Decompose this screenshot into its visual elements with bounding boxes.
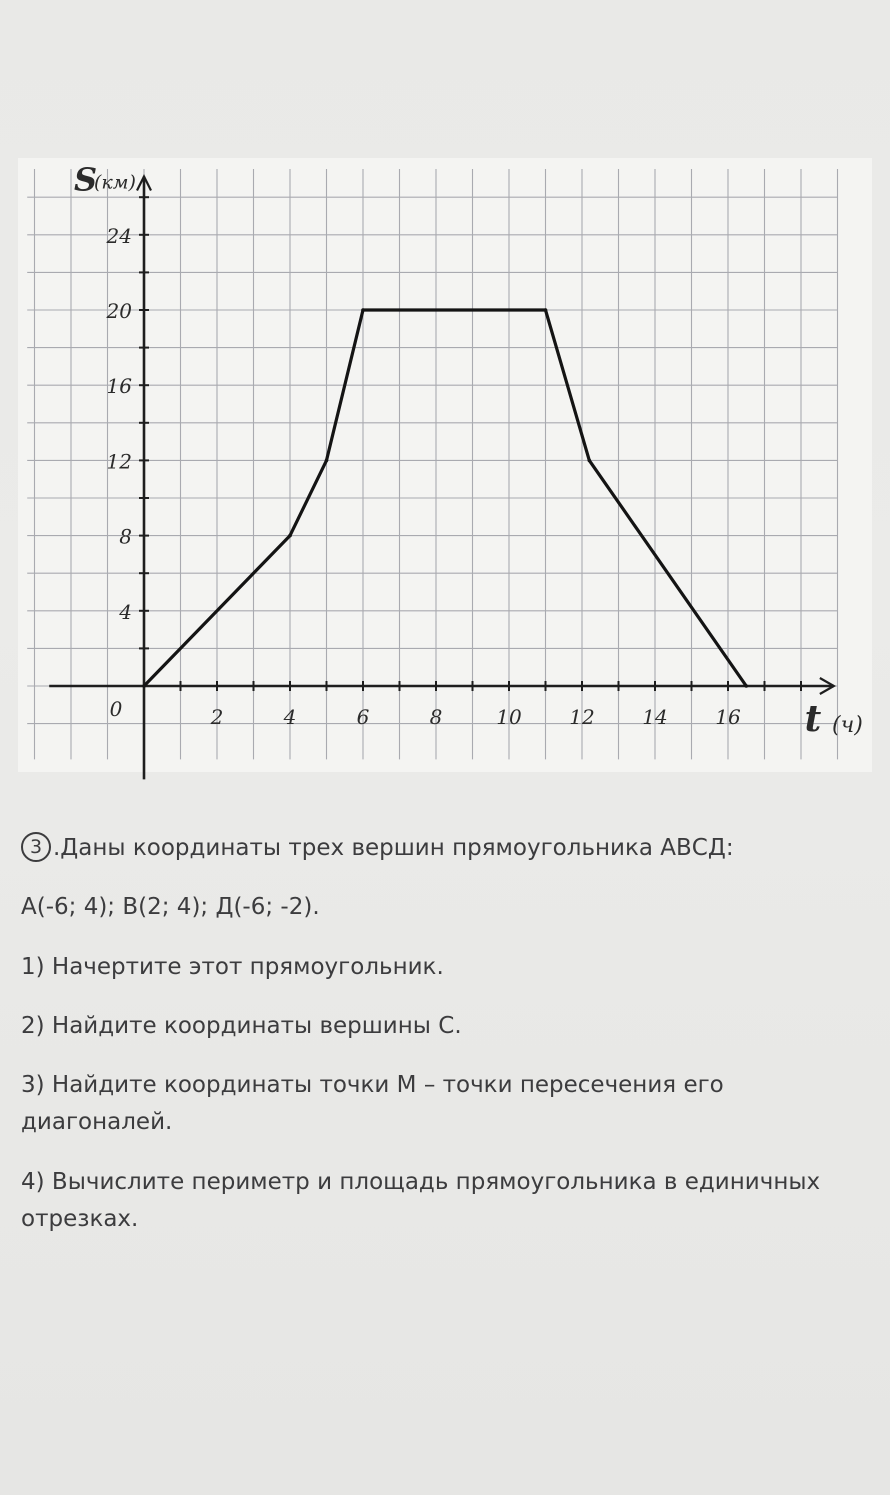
task-heading-line	[16, 830, 876, 867]
task-block	[16, 830, 876, 1260]
series-point	[142, 684, 146, 688]
y-tick-label: 20	[106, 299, 132, 323]
y-tick-label: 24	[106, 223, 132, 248]
series-point	[544, 308, 548, 312]
x-tick-label: 16	[715, 705, 741, 729]
y-tick-label: 12	[106, 449, 132, 474]
task-item-3: 3) Найдите координаты точки М – точки пересечения его диагоналей.	[21, 1072, 724, 1136]
series-point	[588, 459, 592, 463]
x-tick-label: 2	[210, 705, 224, 729]
y-tick-label: 16	[106, 374, 132, 399]
x-tick-label: 4	[283, 705, 297, 729]
x-tick-label: 8	[429, 705, 443, 729]
task-item-4: 4) Вычислите периметр и площадь прямоугольника в единичных отрезках.	[21, 1168, 821, 1232]
task-heading: .Даны координаты трех вершин прямоугольника АВСД:	[53, 835, 734, 861]
x-tick-label: 14	[642, 705, 668, 729]
x-tick-label: 12	[569, 705, 595, 729]
y-axis-unit: (км)	[94, 171, 136, 194]
y-tick-label: 8	[119, 524, 132, 549]
task-item-1: 1) Начертите этот прямоугольник.	[21, 953, 444, 980]
series-point	[325, 459, 329, 463]
origin-label: 0	[109, 697, 123, 721]
task-item-2: 2) Найдите координаты вершины С.	[21, 1012, 462, 1039]
x-tick-label: 10	[496, 705, 522, 729]
x-axis-label: t	[804, 698, 822, 740]
series-point	[361, 308, 365, 312]
y-tick-label: 4	[119, 599, 132, 624]
x-tick-label: 6	[356, 705, 370, 729]
series-point	[288, 534, 292, 538]
task-number: 3	[21, 832, 51, 862]
x-axis-unit: (ч)	[832, 713, 863, 738]
task-points: А(-6; 4); В(2; 4); Д(-6; -2).	[21, 894, 320, 921]
y-axis-label: S	[74, 160, 98, 199]
series-point	[744, 684, 748, 688]
